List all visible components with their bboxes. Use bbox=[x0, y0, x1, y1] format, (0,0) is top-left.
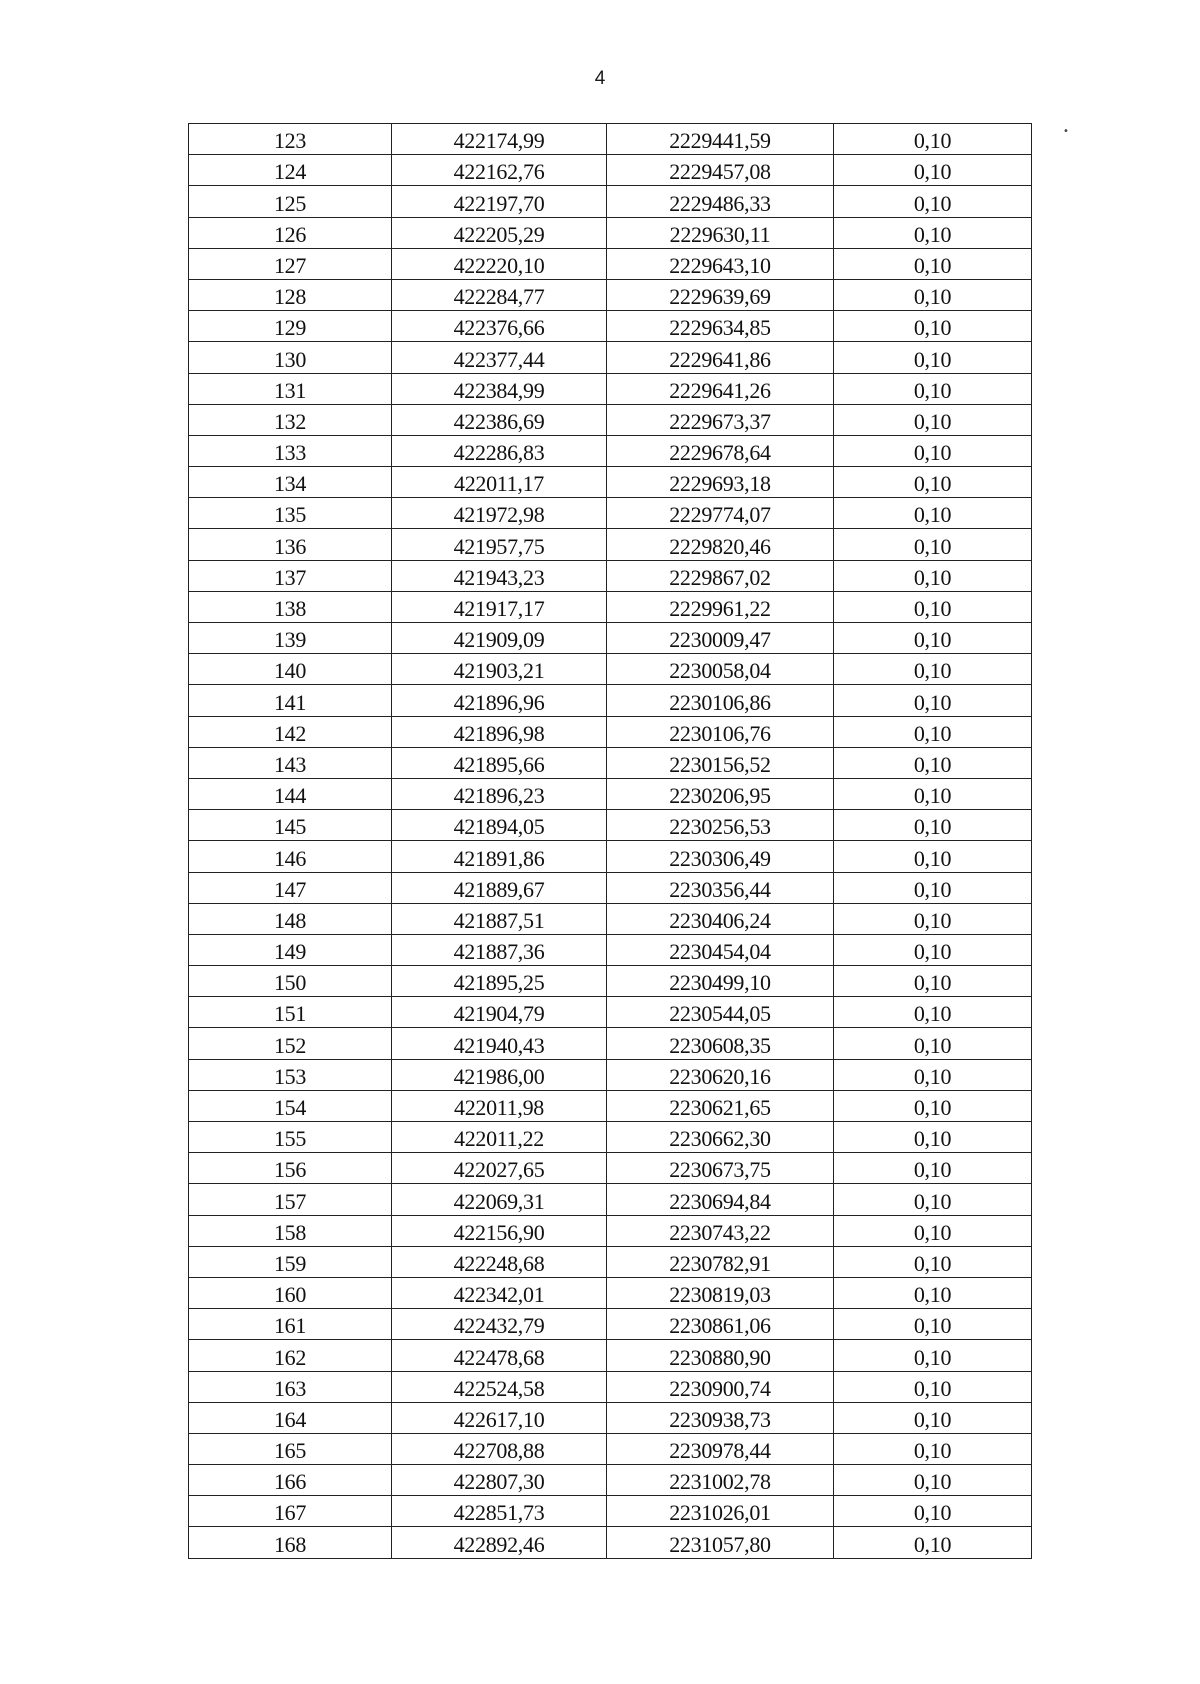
table-row bbox=[189, 716, 1032, 747]
table-row bbox=[189, 1153, 1032, 1184]
accuracy-cell: 0,10 bbox=[834, 342, 1032, 373]
y-coordinate-cell: 2229693,18 bbox=[607, 467, 834, 498]
x-coordinate-cell: 422377,44 bbox=[392, 342, 607, 373]
accuracy-cell: 0,10 bbox=[834, 966, 1032, 997]
accuracy-cell: 0,10 bbox=[834, 155, 1032, 186]
page-number: 4 bbox=[594, 68, 606, 89]
y-coordinate-cell: 2231002,78 bbox=[607, 1465, 834, 1496]
table-row bbox=[189, 1340, 1032, 1371]
accuracy-cell: 0,10 bbox=[834, 560, 1032, 591]
table-row bbox=[189, 1402, 1032, 1433]
table-row bbox=[189, 1122, 1032, 1153]
point-number-cell: 160 bbox=[189, 1277, 392, 1308]
y-coordinate-cell: 2230406,24 bbox=[607, 903, 834, 934]
accuracy-cell: 0,10 bbox=[834, 529, 1032, 560]
point-number-cell: 159 bbox=[189, 1246, 392, 1277]
x-coordinate-cell: 421887,36 bbox=[392, 934, 607, 965]
y-coordinate-cell: 2229774,07 bbox=[607, 498, 834, 529]
point-number-cell: 150 bbox=[189, 966, 392, 997]
y-coordinate-cell: 2230938,73 bbox=[607, 1402, 834, 1433]
y-coordinate-cell: 2230620,16 bbox=[607, 1059, 834, 1090]
table-row bbox=[189, 966, 1032, 997]
x-coordinate-cell: 421904,79 bbox=[392, 997, 607, 1028]
y-coordinate-cell: 2230256,53 bbox=[607, 810, 834, 841]
table-row bbox=[189, 1028, 1032, 1059]
table-row bbox=[189, 186, 1032, 217]
table-row bbox=[189, 1277, 1032, 1308]
table-row bbox=[189, 1184, 1032, 1215]
table-row bbox=[189, 155, 1032, 186]
accuracy-cell: 0,10 bbox=[834, 279, 1032, 310]
accuracy-cell: 0,10 bbox=[834, 810, 1032, 841]
point-number-cell: 134 bbox=[189, 467, 392, 498]
y-coordinate-cell: 2230978,44 bbox=[607, 1433, 834, 1464]
coordinates-table bbox=[188, 123, 1032, 1559]
accuracy-cell: 0,10 bbox=[834, 311, 1032, 342]
accuracy-cell: 0,10 bbox=[834, 1090, 1032, 1121]
table-row bbox=[189, 1309, 1032, 1340]
y-coordinate-cell: 2230106,86 bbox=[607, 685, 834, 716]
point-number-cell: 138 bbox=[189, 591, 392, 622]
y-coordinate-cell: 2230743,22 bbox=[607, 1215, 834, 1246]
y-coordinate-cell: 2229678,64 bbox=[607, 435, 834, 466]
table-row bbox=[189, 591, 1032, 622]
point-number-cell: 166 bbox=[189, 1465, 392, 1496]
y-coordinate-cell: 2230009,47 bbox=[607, 623, 834, 654]
x-coordinate-cell: 421887,51 bbox=[392, 903, 607, 934]
point-number-cell: 124 bbox=[189, 155, 392, 186]
accuracy-cell: 0,10 bbox=[834, 841, 1032, 872]
accuracy-cell: 0,10 bbox=[834, 1246, 1032, 1277]
point-number-cell: 158 bbox=[189, 1215, 392, 1246]
accuracy-cell: 0,10 bbox=[834, 498, 1032, 529]
x-coordinate-cell: 421896,23 bbox=[392, 778, 607, 809]
accuracy-cell: 0,10 bbox=[834, 654, 1032, 685]
accuracy-cell: 0,10 bbox=[834, 1215, 1032, 1246]
point-number-cell: 141 bbox=[189, 685, 392, 716]
y-coordinate-cell: 2230900,74 bbox=[607, 1371, 834, 1402]
y-coordinate-cell: 2229630,11 bbox=[607, 217, 834, 248]
table-row bbox=[189, 778, 1032, 809]
point-number-cell: 130 bbox=[189, 342, 392, 373]
table-row bbox=[189, 560, 1032, 591]
accuracy-cell: 0,10 bbox=[834, 435, 1032, 466]
y-coordinate-cell: 2229441,59 bbox=[607, 124, 834, 155]
y-coordinate-cell: 2230880,90 bbox=[607, 1340, 834, 1371]
accuracy-cell: 0,10 bbox=[834, 1277, 1032, 1308]
point-number-cell: 144 bbox=[189, 778, 392, 809]
y-coordinate-cell: 2230782,91 bbox=[607, 1246, 834, 1277]
table-row bbox=[189, 1465, 1032, 1496]
accuracy-cell: 0,10 bbox=[834, 872, 1032, 903]
accuracy-cell: 0,10 bbox=[834, 623, 1032, 654]
accuracy-cell: 0,10 bbox=[834, 1153, 1032, 1184]
accuracy-cell: 0,10 bbox=[834, 467, 1032, 498]
table-row bbox=[189, 1527, 1032, 1558]
accuracy-cell: 0,10 bbox=[834, 186, 1032, 217]
accuracy-cell: 0,10 bbox=[834, 1527, 1032, 1558]
x-coordinate-cell: 422524,58 bbox=[392, 1371, 607, 1402]
y-coordinate-cell: 2230544,05 bbox=[607, 997, 834, 1028]
x-coordinate-cell: 422284,77 bbox=[392, 279, 607, 310]
y-coordinate-cell: 2229641,26 bbox=[607, 373, 834, 404]
y-coordinate-cell: 2230306,49 bbox=[607, 841, 834, 872]
accuracy-cell: 0,10 bbox=[834, 1309, 1032, 1340]
y-coordinate-cell: 2229486,33 bbox=[607, 186, 834, 217]
point-number-cell: 167 bbox=[189, 1496, 392, 1527]
y-coordinate-cell: 2230621,65 bbox=[607, 1090, 834, 1121]
x-coordinate-cell: 421957,75 bbox=[392, 529, 607, 560]
accuracy-cell: 0,10 bbox=[834, 778, 1032, 809]
y-coordinate-cell: 2230694,84 bbox=[607, 1184, 834, 1215]
x-coordinate-cell: 422011,22 bbox=[392, 1122, 607, 1153]
table-row bbox=[189, 467, 1032, 498]
point-number-cell: 129 bbox=[189, 311, 392, 342]
point-number-cell: 143 bbox=[189, 747, 392, 778]
accuracy-cell: 0,10 bbox=[834, 1122, 1032, 1153]
table-row bbox=[189, 1371, 1032, 1402]
x-coordinate-cell: 422248,68 bbox=[392, 1246, 607, 1277]
x-coordinate-cell: 421889,67 bbox=[392, 872, 607, 903]
point-number-cell: 135 bbox=[189, 498, 392, 529]
point-number-cell: 146 bbox=[189, 841, 392, 872]
point-number-cell: 149 bbox=[189, 934, 392, 965]
point-number-cell: 168 bbox=[189, 1527, 392, 1558]
x-coordinate-cell: 422478,68 bbox=[392, 1340, 607, 1371]
accuracy-cell: 0,10 bbox=[834, 591, 1032, 622]
table-row bbox=[189, 903, 1032, 934]
y-coordinate-cell: 2230861,06 bbox=[607, 1309, 834, 1340]
point-number-cell: 123 bbox=[189, 124, 392, 155]
y-coordinate-cell: 2230662,30 bbox=[607, 1122, 834, 1153]
x-coordinate-cell: 421895,66 bbox=[392, 747, 607, 778]
accuracy-cell: 0,10 bbox=[834, 404, 1032, 435]
table-row bbox=[189, 841, 1032, 872]
accuracy-cell: 0,10 bbox=[834, 934, 1032, 965]
table-row bbox=[189, 997, 1032, 1028]
x-coordinate-cell: 421943,23 bbox=[392, 560, 607, 591]
x-coordinate-cell: 422011,17 bbox=[392, 467, 607, 498]
y-coordinate-cell: 2230356,44 bbox=[607, 872, 834, 903]
y-coordinate-cell: 2229820,46 bbox=[607, 529, 834, 560]
x-coordinate-cell: 422432,79 bbox=[392, 1309, 607, 1340]
point-number-cell: 152 bbox=[189, 1028, 392, 1059]
point-number-cell: 142 bbox=[189, 716, 392, 747]
table-row bbox=[189, 217, 1032, 248]
table-row bbox=[189, 1090, 1032, 1121]
table-row bbox=[189, 685, 1032, 716]
y-coordinate-cell: 2229673,37 bbox=[607, 404, 834, 435]
accuracy-cell: 0,10 bbox=[834, 1371, 1032, 1402]
y-coordinate-cell: 2229961,22 bbox=[607, 591, 834, 622]
x-coordinate-cell: 422807,30 bbox=[392, 1465, 607, 1496]
y-coordinate-cell: 2230106,76 bbox=[607, 716, 834, 747]
x-coordinate-cell: 422011,98 bbox=[392, 1090, 607, 1121]
point-number-cell: 137 bbox=[189, 560, 392, 591]
x-coordinate-cell: 422205,29 bbox=[392, 217, 607, 248]
point-number-cell: 156 bbox=[189, 1153, 392, 1184]
table-row bbox=[189, 810, 1032, 841]
y-coordinate-cell: 2230819,03 bbox=[607, 1277, 834, 1308]
y-coordinate-cell: 2230206,95 bbox=[607, 778, 834, 809]
table-row bbox=[189, 747, 1032, 778]
y-coordinate-cell: 2231057,80 bbox=[607, 1527, 834, 1558]
x-coordinate-cell: 421895,25 bbox=[392, 966, 607, 997]
point-number-cell: 155 bbox=[189, 1122, 392, 1153]
point-number-cell: 131 bbox=[189, 373, 392, 404]
x-coordinate-cell: 421909,09 bbox=[392, 623, 607, 654]
table-row bbox=[189, 872, 1032, 903]
x-coordinate-cell: 422892,46 bbox=[392, 1527, 607, 1558]
table-row bbox=[189, 529, 1032, 560]
y-coordinate-cell: 2230499,10 bbox=[607, 966, 834, 997]
point-number-cell: 125 bbox=[189, 186, 392, 217]
x-coordinate-cell: 421940,43 bbox=[392, 1028, 607, 1059]
x-coordinate-cell: 422162,76 bbox=[392, 155, 607, 186]
x-coordinate-cell: 422286,83 bbox=[392, 435, 607, 466]
x-coordinate-cell: 422342,01 bbox=[392, 1277, 607, 1308]
y-coordinate-cell: 2229641,86 bbox=[607, 342, 834, 373]
x-coordinate-cell: 421986,00 bbox=[392, 1059, 607, 1090]
x-coordinate-cell: 421896,98 bbox=[392, 716, 607, 747]
accuracy-cell: 0,10 bbox=[834, 997, 1032, 1028]
accuracy-cell: 0,10 bbox=[834, 685, 1032, 716]
accuracy-cell: 0,10 bbox=[834, 1465, 1032, 1496]
y-coordinate-cell: 2229867,02 bbox=[607, 560, 834, 591]
accuracy-cell: 0,10 bbox=[834, 716, 1032, 747]
x-coordinate-cell: 422708,88 bbox=[392, 1433, 607, 1464]
table-row bbox=[189, 311, 1032, 342]
point-number-cell: 139 bbox=[189, 623, 392, 654]
y-coordinate-cell: 2230673,75 bbox=[607, 1153, 834, 1184]
table-row bbox=[189, 435, 1032, 466]
y-coordinate-cell: 2229639,69 bbox=[607, 279, 834, 310]
x-coordinate-cell: 422174,99 bbox=[392, 124, 607, 155]
table-row bbox=[189, 934, 1032, 965]
point-number-cell: 148 bbox=[189, 903, 392, 934]
point-number-cell: 136 bbox=[189, 529, 392, 560]
accuracy-cell: 0,10 bbox=[834, 373, 1032, 404]
x-coordinate-cell: 422851,73 bbox=[392, 1496, 607, 1527]
y-coordinate-cell: 2230454,04 bbox=[607, 934, 834, 965]
x-coordinate-cell: 422220,10 bbox=[392, 248, 607, 279]
table-row bbox=[189, 1496, 1032, 1527]
table-row bbox=[189, 373, 1032, 404]
accuracy-cell: 0,10 bbox=[834, 1496, 1032, 1527]
point-number-cell: 163 bbox=[189, 1371, 392, 1402]
point-number-cell: 161 bbox=[189, 1309, 392, 1340]
point-number-cell: 164 bbox=[189, 1402, 392, 1433]
table-row bbox=[189, 279, 1032, 310]
table-row bbox=[189, 124, 1032, 155]
x-coordinate-cell: 421894,05 bbox=[392, 810, 607, 841]
x-coordinate-cell: 422156,90 bbox=[392, 1215, 607, 1246]
table-row bbox=[189, 623, 1032, 654]
table-row bbox=[189, 248, 1032, 279]
coordinates-table-body bbox=[189, 124, 1032, 1559]
accuracy-cell: 0,10 bbox=[834, 1402, 1032, 1433]
x-coordinate-cell: 422386,69 bbox=[392, 404, 607, 435]
x-coordinate-cell: 422617,10 bbox=[392, 1402, 607, 1433]
accuracy-cell: 0,10 bbox=[834, 1433, 1032, 1464]
table-row bbox=[189, 1215, 1032, 1246]
point-number-cell: 132 bbox=[189, 404, 392, 435]
y-coordinate-cell: 2229457,08 bbox=[607, 155, 834, 186]
y-coordinate-cell: 2231026,01 bbox=[607, 1496, 834, 1527]
accuracy-cell: 0,10 bbox=[834, 1340, 1032, 1371]
table-row bbox=[189, 404, 1032, 435]
x-coordinate-cell: 422197,70 bbox=[392, 186, 607, 217]
y-coordinate-cell: 2229643,10 bbox=[607, 248, 834, 279]
accuracy-cell: 0,10 bbox=[834, 124, 1032, 155]
point-number-cell: 140 bbox=[189, 654, 392, 685]
accuracy-cell: 0,10 bbox=[834, 248, 1032, 279]
point-number-cell: 162 bbox=[189, 1340, 392, 1371]
x-coordinate-cell: 421903,21 bbox=[392, 654, 607, 685]
point-number-cell: 153 bbox=[189, 1059, 392, 1090]
point-number-cell: 128 bbox=[189, 279, 392, 310]
y-coordinate-cell: 2230156,52 bbox=[607, 747, 834, 778]
y-coordinate-cell: 2229634,85 bbox=[607, 311, 834, 342]
point-number-cell: 154 bbox=[189, 1090, 392, 1121]
table-row bbox=[189, 1433, 1032, 1464]
accuracy-cell: 0,10 bbox=[834, 747, 1032, 778]
table-row bbox=[189, 342, 1032, 373]
point-number-cell: 165 bbox=[189, 1433, 392, 1464]
x-coordinate-cell: 422069,31 bbox=[392, 1184, 607, 1215]
x-coordinate-cell: 421972,98 bbox=[392, 498, 607, 529]
table-row bbox=[189, 1059, 1032, 1090]
y-coordinate-cell: 2230058,04 bbox=[607, 654, 834, 685]
accuracy-cell: 0,10 bbox=[834, 1059, 1032, 1090]
point-number-cell: 157 bbox=[189, 1184, 392, 1215]
point-number-cell: 127 bbox=[189, 248, 392, 279]
x-coordinate-cell: 421917,17 bbox=[392, 591, 607, 622]
accuracy-cell: 0,10 bbox=[834, 1184, 1032, 1215]
point-number-cell: 147 bbox=[189, 872, 392, 903]
y-coordinate-cell: 2230608,35 bbox=[607, 1028, 834, 1059]
accuracy-cell: 0,10 bbox=[834, 903, 1032, 934]
x-coordinate-cell: 422384,99 bbox=[392, 373, 607, 404]
table-row bbox=[189, 498, 1032, 529]
x-coordinate-cell: 421896,96 bbox=[392, 685, 607, 716]
x-coordinate-cell: 422376,66 bbox=[392, 311, 607, 342]
point-number-cell: 126 bbox=[189, 217, 392, 248]
point-number-cell: 151 bbox=[189, 997, 392, 1028]
x-coordinate-cell: 421891,86 bbox=[392, 841, 607, 872]
stray-mark: • bbox=[1063, 126, 1069, 137]
accuracy-cell: 0,10 bbox=[834, 1028, 1032, 1059]
point-number-cell: 145 bbox=[189, 810, 392, 841]
accuracy-cell: 0,10 bbox=[834, 217, 1032, 248]
x-coordinate-cell: 422027,65 bbox=[392, 1153, 607, 1184]
table-row bbox=[189, 654, 1032, 685]
table-row bbox=[189, 1246, 1032, 1277]
point-number-cell: 133 bbox=[189, 435, 392, 466]
